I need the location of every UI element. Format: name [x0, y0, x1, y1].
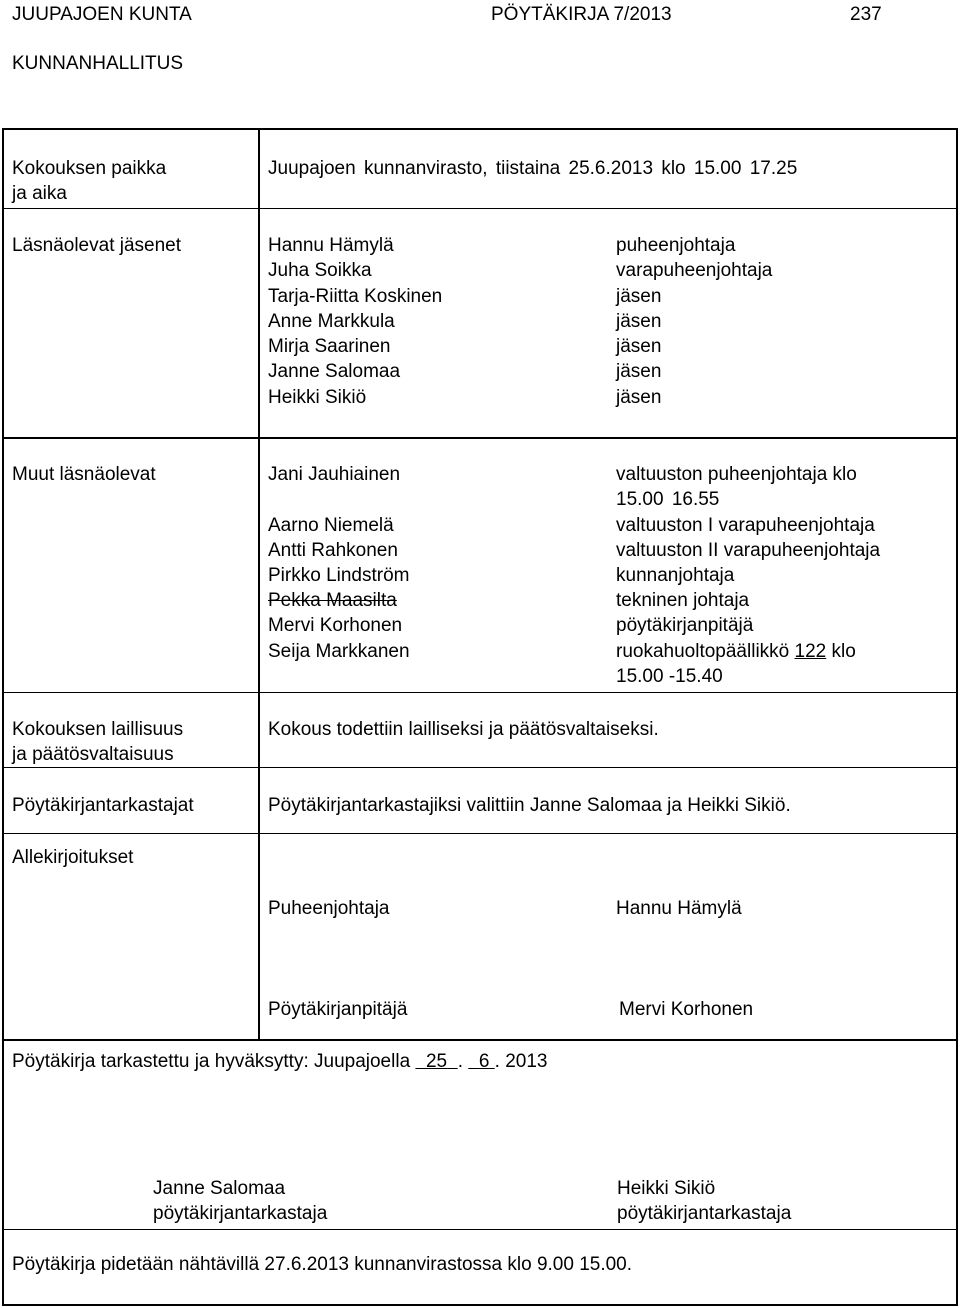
meeting-place-label: Kokouksen paikka	[12, 158, 167, 179]
other-name: Pirkko Lindström	[268, 565, 410, 586]
approval-day	[415, 1051, 457, 1072]
other-role: valtuuston II varapuheenjohtaja	[616, 540, 881, 561]
secretary-title: Pöytäkirjanpitäjä	[268, 999, 408, 1020]
secretary-name: Mervi Korhonen	[619, 999, 754, 1020]
member-role: jäsen	[616, 311, 662, 332]
frame-bottom	[2, 1304, 958, 1306]
other-role-suffix: klo	[826, 641, 856, 662]
frame-left	[2, 128, 4, 1306]
other-name-struck: Pekka Maasilta	[268, 590, 397, 611]
member-name: Tarja-Riitta Koskinen	[268, 286, 443, 307]
examiners-label: Pöytäkirjantarkastajat	[12, 795, 194, 816]
member-name: Heikki Sikiö	[268, 387, 367, 408]
member-role: jäsen	[616, 361, 662, 382]
approval-line	[12, 1049, 548, 1074]
row-divider-4	[2, 767, 958, 768]
approval-separator: .	[457, 1051, 463, 1072]
member-name: Anne Markkula	[268, 311, 395, 332]
row-divider-6	[2, 1039, 958, 1041]
member-name: Janne Salomaa	[268, 361, 401, 382]
member-role: jäsen	[616, 286, 662, 307]
examiner-name: Janne Salomaa	[153, 1178, 286, 1199]
row-divider-2	[2, 437, 958, 439]
row-divider-7	[2, 1229, 958, 1230]
other-role-cont: 15.00 -15.40	[616, 666, 723, 687]
examiner-name: Heikki Sikiö	[617, 1178, 716, 1199]
frame-top	[2, 128, 958, 130]
approval-day-value: 25	[425, 1051, 448, 1072]
other-name: Mervi Korhonen	[268, 615, 403, 636]
examiners-text: Pöytäkirjantarkastajiksi valittiin Janne Salomaa ja Heikki Sikiö.	[268, 795, 791, 816]
frame-right	[956, 128, 958, 1306]
other-name: Antti Rahkonen	[268, 540, 398, 561]
page-number: 237	[850, 4, 882, 25]
other-role: tekninen johtaja	[616, 590, 750, 611]
other-role-number: 122	[794, 641, 827, 662]
member-role: jäsen	[616, 387, 662, 408]
other-role: valtuuston I varapuheenjohtaja	[616, 515, 875, 536]
legality-label: Kokouksen laillisuus	[12, 719, 184, 740]
meeting-place-label-cont: ja aika	[12, 183, 67, 204]
member-role: varapuheenjohtaja	[616, 260, 773, 281]
other-name: Jani Jauhiainen	[268, 464, 401, 485]
signatures-label: Allekirjoitukset	[12, 847, 134, 868]
chair-name: Hannu Hämylä	[616, 898, 742, 919]
approval-year: . 2013	[494, 1051, 548, 1072]
members-label: Läsnäolevat jäsenet	[12, 235, 182, 256]
legality-label-cont: ja päätösvaltaisuus	[12, 744, 174, 765]
body-name: KUNNANHALLITUS	[12, 53, 184, 74]
row-divider-5	[2, 833, 958, 834]
other-role-text: ruokahuoltopäällikkö	[616, 641, 795, 662]
member-name: Hannu Hämylä	[268, 235, 394, 256]
row-divider-3	[2, 692, 958, 693]
chair-title: Puheenjohtaja	[268, 898, 390, 919]
display-notice: Pöytäkirja pidetään nähtävillä 27.6.2013 kunnanvirastossa klo 9.00 15.00.	[12, 1254, 633, 1275]
examiner-title: pöytäkirjantarkastaja	[153, 1203, 328, 1224]
other-role: kunnanjohtaja	[616, 565, 735, 586]
other-role: pöytäkirjanpitäjä	[616, 615, 754, 636]
document-title: PÖYTÄKIRJA 7/2013	[491, 4, 672, 25]
municipality-name: JUUPAJOEN KUNTA	[12, 4, 192, 25]
other-role-cont: 15.00 16.55	[616, 489, 720, 510]
member-role: jäsen	[616, 336, 662, 357]
row-divider-1	[2, 208, 958, 209]
other-name: Seija Markkanen	[268, 641, 410, 662]
meeting-place-value: Juupajoen kunnanvirasto, tiistaina 25.6.2013 klo 15.00 17.25	[268, 158, 798, 179]
other-role: valtuuston puheenjohtaja klo	[616, 464, 857, 485]
approval-month	[468, 1051, 494, 1072]
examiner-title: pöytäkirjantarkastaja	[617, 1203, 792, 1224]
other-name: Aarno Niemelä	[268, 515, 394, 536]
member-name: Mirja Saarinen	[268, 336, 391, 357]
member-name: Juha Soikka	[268, 260, 372, 281]
others-label: Muut läsnäolevat	[12, 464, 156, 485]
approval-month-value: 6	[478, 1051, 490, 1072]
column-divider	[258, 128, 260, 1040]
other-role	[616, 639, 856, 664]
member-role: puheenjohtaja	[616, 235, 736, 256]
legality-text: Kokous todettiin lailliseksi ja päätösvaltaiseksi.	[268, 719, 659, 740]
approval-text: Pöytäkirja tarkastettu ja hyväksytty: Juupajoella	[12, 1051, 416, 1072]
